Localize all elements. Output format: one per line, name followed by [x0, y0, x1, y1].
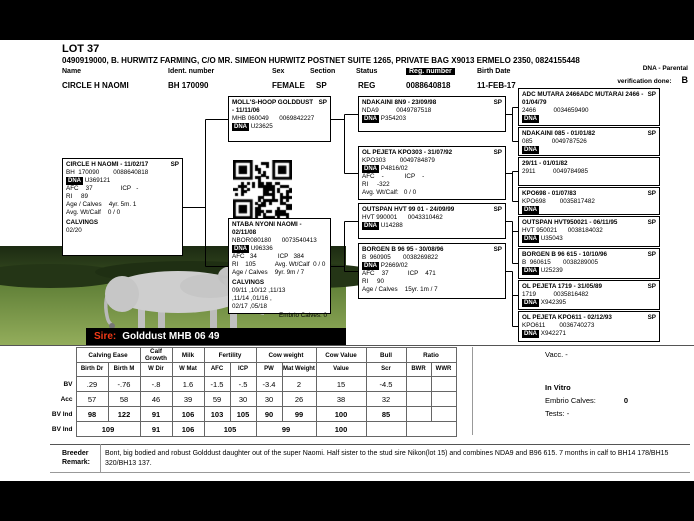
stat-value: 59: [204, 392, 230, 407]
dna-value: X942271: [539, 330, 566, 338]
dna-value: P4816/02: [380, 165, 408, 173]
stat-column-header: Scr: [366, 363, 406, 377]
animal-id: KPO698 0035817482: [522, 198, 595, 206]
afc-icp-line: AFC 37 ICP -: [66, 185, 139, 193]
dna-row: [522, 115, 656, 123]
pedigree-box-ggp-7: [518, 311, 660, 342]
dna-verification-note: [617, 65, 688, 87]
ri-line: RI -322: [362, 181, 390, 189]
age-calves-line: Age / Calves 9yr. 9m / 7: [232, 269, 305, 277]
stat-value: -.5: [230, 377, 256, 392]
animal-name: OL PEJETA KPO611 - 02/12/93: [522, 314, 612, 321]
embrio-calves-line: [545, 396, 628, 405]
animal-id: MHB 060049 0069842227: [232, 115, 315, 123]
stat-corner: [50, 348, 76, 363]
box-header: [522, 130, 656, 138]
stat-group-header: Calf Growth: [140, 348, 172, 363]
stat-value: 15: [316, 377, 366, 392]
box-header: [522, 91, 656, 99]
dna-value: P354203: [380, 115, 406, 123]
stat-group-header: Cow Value: [316, 348, 366, 363]
ri-line: RI 89: [66, 193, 89, 201]
animal-name: ADC MUTARA 2466ADC MUTARAI 2466 -: [522, 91, 644, 98]
info-value-status: REG: [358, 81, 376, 90]
dna-badge: DNA: [68, 178, 81, 185]
dna-row: [362, 115, 502, 123]
pedigree-box-ggp-3: [518, 187, 660, 215]
avg-wt-line: Avg. Wt/Calf 0 / 0: [66, 209, 121, 217]
stat-value: 2: [282, 377, 316, 392]
box-header: [362, 99, 502, 107]
dna-note-line2: [617, 74, 688, 87]
animal-name-2: 01/04/79: [522, 99, 547, 107]
pedigree-box-ggp-6: [518, 280, 660, 310]
dna-row: [362, 165, 502, 173]
stat-column-header: W Dir: [140, 363, 172, 377]
stat-column-header: Mat Weight: [282, 363, 316, 377]
stat-value: 100: [316, 407, 366, 422]
embrio-calves-line: Embrio Calves: 0: [279, 311, 327, 319]
ri-line: RI 105 Avg. Wt/Calf 0 / 0: [232, 261, 326, 269]
box-header: [522, 251, 656, 259]
box-header: [362, 246, 502, 254]
dna-badge: DNA: [364, 166, 377, 173]
calvings-list: 02/20: [66, 227, 82, 235]
dna-row: [362, 262, 502, 270]
animal-id: B 960905 0038269822: [362, 254, 438, 262]
stat-value: [366, 422, 406, 437]
info-value-reg: 0088640818: [406, 81, 451, 90]
stat-value: 32: [366, 392, 406, 407]
pedigree-box-sire: [228, 96, 331, 142]
stat-value: 57: [76, 392, 108, 407]
box-header: [362, 149, 502, 157]
stat-value: -4.5: [366, 377, 406, 392]
stat-corner: [50, 363, 76, 377]
stat-group-header: Ratio: [406, 348, 456, 363]
embrio-value: 0: [623, 396, 629, 405]
stat-value: 91: [140, 407, 172, 422]
dna-value: X942395: [539, 299, 566, 307]
stat-value: 46: [140, 392, 172, 407]
dna-value: U35043: [539, 235, 563, 243]
stat-value: [431, 407, 456, 422]
afc-icp-line: AFC 37 ICP 471: [362, 270, 436, 278]
calvings-line-1: 09/11 ,10/12 ,11/13: [232, 287, 286, 295]
animal-name: CIRCLE H NAOMI - 11/02/17: [66, 161, 149, 168]
animal-name: 29/11 - 01/01/82: [522, 160, 568, 167]
info-header-sex: Sex: [272, 68, 285, 75]
box-header: [522, 314, 656, 322]
dna-row: [522, 299, 656, 307]
catalog-page: [0, 40, 694, 481]
animal-name: NDAKAINI 8N9 - 23/09/98: [362, 99, 437, 106]
stat-value: 26: [282, 392, 316, 407]
stat-group-header: Cow weight: [256, 348, 316, 363]
stat-group-header: Milk: [172, 348, 204, 363]
stat-value: 99: [282, 407, 316, 422]
dna-badge: DNA: [524, 116, 537, 123]
animal-id: 085 0049787526: [522, 138, 587, 146]
animal-id: KPO611 0036740273: [522, 322, 595, 330]
section-flag: SP: [647, 251, 656, 258]
box-header: [522, 190, 656, 198]
dna-row: [522, 146, 656, 154]
vacc-value: -: [565, 350, 568, 359]
dna-row: [522, 330, 656, 338]
animal-name: NDAKAINI 085 - 01/01/82: [522, 130, 596, 137]
stat-value: [431, 392, 456, 407]
info-value-section: SP: [316, 81, 327, 90]
stat-value: -.76: [108, 377, 140, 392]
lot-title: LOT 37: [62, 43, 100, 55]
box-header: [232, 99, 327, 115]
calvings-header: CALVINGS: [232, 279, 265, 287]
animal-name: OUTSPAN HVT950021 - 06/11/95: [522, 219, 618, 226]
stat-value: 91: [140, 422, 172, 437]
stat-value: 103: [204, 407, 230, 422]
pedigree-box-subject: [62, 158, 183, 256]
animal-id: NBOR080180 0073540413: [232, 237, 317, 245]
section-flag: SP: [647, 190, 656, 197]
dna-row: [66, 177, 179, 185]
remark-divider-top: [50, 444, 690, 445]
stat-group-header: Bull: [366, 348, 406, 363]
stat-value: 100: [316, 422, 366, 437]
stat-row-label: BV: [63, 380, 73, 388]
stat-value: 98: [76, 407, 108, 422]
stat-value: 85: [366, 407, 406, 422]
qr-code: [233, 160, 292, 219]
animal-name: BORGEN B 96 95 - 30/08/96: [362, 246, 444, 253]
dna-row: [362, 222, 502, 230]
animal-id: B 960615 0038289005: [522, 259, 598, 267]
dna-badge: DNA: [364, 116, 377, 123]
section-flag: SP: [647, 314, 656, 321]
calvings-line-2: ,11/14 ,01/16 ,: [232, 295, 272, 303]
stat-value: 38: [316, 392, 366, 407]
section-flag: SP: [493, 246, 502, 253]
panel-divider: [472, 347, 473, 435]
dna-note-value: B: [681, 74, 688, 85]
animal-id: 2466 0034659490: [522, 107, 589, 115]
stat-column-header: PW: [256, 363, 282, 377]
stat-value: 1.6: [172, 377, 204, 392]
dna-badge: DNA: [524, 147, 537, 154]
remark-label-line2: Remark:: [62, 459, 91, 467]
stat-group-header: Fertility: [204, 348, 256, 363]
section-flag: SP: [493, 206, 502, 213]
box-header: [522, 219, 656, 227]
info-value-sex: FEMALE: [272, 81, 305, 90]
dna-badge: DNA: [524, 268, 537, 275]
calvings-header: CALVINGS: [66, 219, 99, 227]
stat-value: 105: [204, 422, 256, 437]
afc-icp-line: AFC - ICP -: [362, 173, 425, 181]
breeder-remark-text: Bont, big bodied and robust Golddust daughter out of the super Naomi. Half sister to the stud sire Nikon(lot 15) and combines NDA9 and B96 615. 7 months in calf to BH14 178/BH15 320/BH13 137.: [105, 450, 669, 467]
stat-value: 109: [76, 422, 140, 437]
stat-value: .29: [76, 377, 108, 392]
pedigree-box-gp-2: [358, 203, 506, 239]
remark-divider-bottom: [50, 472, 690, 473]
section-divider: [0, 345, 694, 346]
box-header: [362, 206, 502, 214]
dna-value: P2669/02: [380, 262, 408, 270]
stat-row-label: BV Ind: [51, 410, 73, 418]
dna-row: [522, 267, 656, 275]
animal-id: 1719 0035816482: [522, 291, 589, 299]
stat-column-header: Value: [316, 363, 366, 377]
dna-value: U369121: [84, 177, 111, 185]
stat-value: 106: [172, 407, 204, 422]
age-calves-line: Age / Calves 4yr. 5m. 1: [66, 201, 137, 209]
stat-column-header: Birth M: [108, 363, 140, 377]
stat-column-header: ICP: [230, 363, 256, 377]
stat-column-header: WWR: [431, 363, 456, 377]
animal-id: 2911 0049784985: [522, 168, 589, 176]
pedigree-box-ggp-5: [518, 248, 660, 279]
age-calves-line: Age / Calves 15yr. 1m / 7: [362, 286, 438, 294]
pedigree-box-ggp-4: [518, 216, 660, 247]
stat-value: 30: [256, 392, 282, 407]
letterbox-bottom: [0, 481, 694, 521]
dna-value: U23625: [250, 123, 273, 131]
animal-name: OL PEJETA 1719 - 31/05/89: [522, 283, 603, 290]
dna-note-line1: DNA - Parental: [642, 65, 688, 72]
stat-value: 90: [256, 407, 282, 422]
dna-badge: DNA: [524, 300, 537, 307]
stat-value: 122: [108, 407, 140, 422]
animal-id: NDA9 0049787518: [362, 107, 432, 115]
stat-row-label: Acc: [60, 395, 73, 403]
pedigree-box-gp-1: [358, 146, 506, 200]
remark-divider-vertical: [100, 444, 101, 472]
stat-value: 105: [230, 407, 256, 422]
afc-icp-line: AFC 34 ICP 384: [232, 253, 304, 261]
calvings-line-3: 02/17 ,05/18: [232, 303, 268, 311]
stat-value: -3.4: [256, 377, 282, 392]
animal-name: OUTSPAN HVT 99 01 - 24/09/99: [362, 206, 455, 213]
dna-badge: DNA: [524, 331, 537, 338]
stat-group-header: Calving Ease: [76, 348, 140, 363]
sire-banner-value: Golddust MHB 06 49: [122, 331, 220, 342]
stat-value: [406, 392, 431, 407]
pedigree-box-ggp-0: [518, 88, 660, 126]
animal-id: KPO303 0049784879: [362, 157, 435, 165]
info-value-birth: 11-FEB-17: [477, 81, 516, 90]
dna-row: [232, 245, 327, 253]
vaccination-line: [545, 350, 568, 359]
info-header-reg: Reg. number: [406, 68, 455, 75]
dna-row: [232, 123, 327, 131]
section-flag: SP: [647, 91, 656, 98]
tests-line: [545, 409, 569, 418]
info-header-section: Section: [310, 68, 336, 75]
dna-badge: DNA: [234, 124, 247, 131]
dna-badge: DNA: [524, 236, 537, 243]
embrio-label: Embrio Calves:: [545, 396, 596, 405]
stat-value: [406, 377, 431, 392]
animal-name: KPO698 - 01/07/83: [522, 190, 577, 197]
info-header-ident: Ident. number: [168, 68, 215, 75]
stat-column-header: BWR: [406, 363, 431, 377]
section-flag: SP: [170, 161, 179, 168]
stat-value: 58: [108, 392, 140, 407]
letterbox-top: [0, 0, 694, 40]
stat-value: 30: [230, 392, 256, 407]
info-value-name: CIRCLE H NAOMI: [62, 81, 129, 90]
info-value-ident: BH 170090: [168, 81, 209, 90]
dna-badge: DNA: [234, 246, 247, 253]
box-header: [232, 221, 327, 237]
animal-id: HVT 990001 0043310462: [362, 214, 443, 222]
ri-line: RI 90: [362, 278, 385, 286]
dna-value: U14288: [380, 222, 403, 230]
box-header: [522, 283, 656, 291]
animal-name: MOLL'S-HOOP GOLDDUST - 11/11/06: [232, 99, 314, 115]
stat-value: 106: [172, 422, 204, 437]
stat-value: 39: [172, 392, 204, 407]
dna-value: U25239: [539, 267, 563, 275]
breeder-remark-label: [62, 449, 90, 468]
vacc-label: Vacc.: [545, 350, 564, 359]
stat-column-header: AFC: [204, 363, 230, 377]
stat-value: 99: [256, 422, 316, 437]
pedigree-box-ggp-2: [518, 157, 660, 186]
sire-banner-label: Sire:: [94, 331, 117, 342]
animal-id: HVT 950021 0038184032: [522, 227, 603, 235]
info-header-status: Status: [356, 68, 378, 75]
dna-badge: DNA: [364, 223, 377, 230]
remark-label-line1: Breeder: [62, 450, 89, 457]
stat-column-header: W Mat: [172, 363, 204, 377]
pedigree-box-gp-3: [358, 243, 506, 299]
owner-line: 0490919000, B. HURWITZ FARMING, C/O MR. SIMEON HURWITZ POSTNET SUITE 1265, PRIVATE BAG X9013 ERMELO 2350, 0824155448: [62, 56, 580, 65]
animal-name: BORGEN B 96 615 - 10/10/96: [522, 251, 608, 258]
dna-badge: DNA: [364, 263, 377, 270]
dna-row: [522, 235, 656, 243]
animal-id: BH 170090 0088640818: [66, 169, 149, 177]
pedigree-box-gp-0: [358, 96, 506, 132]
breeding-values-table: [50, 347, 457, 437]
dna-badge: DNA: [524, 207, 537, 214]
stat-row-label: BV Ind: [51, 425, 73, 433]
animal-name: OL PEJETA KPO303 - 31/07/92: [362, 149, 453, 156]
dna-value: U96336: [250, 245, 273, 253]
stat-value: [406, 407, 431, 422]
pedigree-box-ggp-1: [518, 127, 660, 156]
section-flag: SP: [647, 283, 656, 290]
stat-value: -1.5: [204, 377, 230, 392]
stat-value: [431, 377, 456, 392]
in-vitro-label: In Vitro: [545, 383, 571, 392]
section-flag: SP: [318, 99, 327, 106]
info-header-birth: Birth Date: [477, 68, 511, 75]
stat-value: -.8: [140, 377, 172, 392]
tests-label: Tests:: [545, 409, 565, 418]
box-header: [522, 160, 656, 168]
avg-wt-line: Avg. Wt/Calf: 0 / 0: [362, 189, 417, 197]
pedigree-box-dam: [228, 218, 331, 319]
tests-value: -: [566, 409, 570, 418]
sire-banner: [86, 328, 346, 345]
stat-column-header: Birth Dr: [76, 363, 108, 377]
section-flag: SP: [493, 149, 502, 156]
section-flag: SP: [493, 99, 502, 106]
section-flag: SP: [647, 130, 656, 137]
section-flag: SP: [647, 219, 656, 226]
dna-row: [522, 206, 656, 214]
dna-note-text: verification done:: [617, 77, 672, 85]
info-header-name: Name: [62, 68, 82, 75]
stat-value: [406, 422, 456, 437]
animal-name: NTABA NYONI NAOMI - 02/11/08: [232, 221, 302, 237]
box-header: [66, 161, 179, 169]
